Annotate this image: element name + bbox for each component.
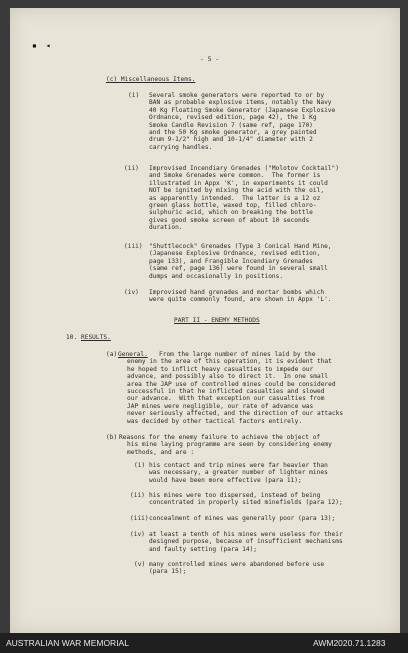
- reason-line: concentrated in properly sited minefields (para 12);: [149, 499, 343, 507]
- para-a-line: JAP mines were negligible, our rate of advance was: [127, 402, 314, 410]
- reason-line: and faulty setting (para 14);: [149, 545, 258, 553]
- hole-punch-marks: ▪ ◂: [32, 41, 53, 50]
- para-a-line: never seriously affected, and the direction of our attacks: [127, 410, 344, 418]
- part-heading: [174, 317, 260, 324]
- item-line: gives good smoke screen of about 10 seconds: [149, 216, 310, 224]
- para-a-title-text: General.: [118, 351, 148, 358]
- reason-line: designed purpose, because of insufficient mechanisms: [149, 538, 343, 546]
- reason-line: many controlled mines were abandoned before use: [149, 561, 325, 568]
- item-line: were quite commonly found, are shown in Appx 'L'.: [149, 296, 332, 304]
- item-line: (same ref, page 136) were found in several small: [149, 265, 328, 273]
- reason-number: (iv): [130, 531, 145, 538]
- para-a-line: was decided by other tactical factors entirely.: [127, 417, 303, 425]
- para-a-line: From the large number of mines laid by the: [159, 351, 316, 358]
- page-number: - 5 -: [200, 55, 220, 63]
- reason-number: (i): [134, 462, 146, 469]
- reason-line: his mines were too dispersed, instead of being: [149, 492, 321, 499]
- para-b-line: methods, and are :: [127, 448, 195, 456]
- item-line: drum 9-1/2" high and 10-1/4" diameter with 2: [149, 136, 313, 144]
- para-a-line: our advance. With that exception our casualties from: [127, 395, 325, 403]
- item-line: page 133), and Frangible Incendiary Grenades: [149, 257, 313, 265]
- item-line: Ordnance, revised edition, page 42), the 1 Kg: [149, 114, 317, 122]
- reason-line: at least a tenth of his mines were useless for their: [149, 531, 343, 538]
- section-c-heading-text: (c) Miscellaneous Items.: [106, 76, 196, 83]
- item-line: Improvised Incendiary Grenades ("Molotov Cocktail"): [149, 165, 339, 172]
- item-line: green glass bottle, waxed top, filled chloro-: [149, 202, 317, 209]
- item-line: carrying handles.: [149, 143, 213, 151]
- item-line: NOT be ignited by mixing the acid with the oil,: [149, 187, 325, 195]
- reason-number: (iii): [130, 515, 149, 522]
- item-line: and Smoke Grenades were common. The former is: [149, 172, 321, 180]
- item-line: duration.: [149, 224, 183, 232]
- para-a-line: advance, and possibly also to direct it. In one small: [127, 373, 329, 381]
- item-line: sulphuric acid, which on breaking the bottle: [149, 209, 313, 217]
- item-line: BAN as probable explosive items, notably the Navy: [149, 99, 332, 107]
- para-a-line: he hoped to inflict heavy casualties to impede our: [127, 365, 314, 373]
- para-a-line: successful in that he inflicted casualties and slowed: [127, 388, 325, 395]
- item-line: Several smoke generators were reported to or by: [149, 92, 325, 99]
- para-b-line: Reasons for the enemy failure to achieve the object of: [119, 434, 321, 441]
- reason-line: would have been more effective (para 11);: [149, 476, 302, 484]
- para-b-label: (b): [106, 434, 118, 441]
- reason-number: (v): [134, 561, 146, 568]
- reason-number: (ii): [130, 492, 145, 499]
- item-line: "Shuttlecock" Grenades (Type 3 Conical Hand Mine,: [149, 243, 332, 250]
- reason-line: (para 15);: [149, 568, 187, 576]
- reason-line: his contact and trip mines were far heavier than: [149, 462, 328, 469]
- section-c-heading: [106, 76, 195, 83]
- part-heading-text: PART II - ENEMY METHODS: [174, 317, 260, 324]
- para-a-label: (a): [106, 351, 118, 358]
- footer-institution: AUSTRALIAN WAR MEMORIAL: [6, 638, 129, 648]
- item-number: (i): [128, 92, 140, 99]
- item-line: Smoke Candle Revision 7 (same ref, page 170): [149, 121, 313, 129]
- section-title: [81, 334, 111, 341]
- item-number: (iii): [124, 243, 143, 250]
- para-a-line: area the JAP use of controlled mines could be considered: [127, 380, 336, 388]
- para-b-line: his mine laying programme are seen by considering enemy: [127, 441, 332, 449]
- document-page: [10, 8, 400, 633]
- archive-footer: [0, 633, 408, 653]
- item-line: and the 50 Kg smoke generator, a grey painted: [149, 129, 317, 136]
- section-title-text: RESULTS.: [81, 334, 111, 341]
- item-line: Improvised hand grenades and mortar bombs which: [149, 289, 325, 296]
- item-number: (iv): [124, 289, 139, 296]
- item-line: dumps and occasionally in positions.: [149, 272, 284, 280]
- item-line: illustrated in Appx 'K', in experiments it could: [149, 179, 328, 187]
- section-number: 10.: [66, 334, 78, 341]
- item-line: 40 Kg Floating Smoke Generator (Japanese Explosive: [149, 106, 336, 114]
- item-number: (ii): [124, 165, 139, 172]
- reason-line: concealment of mines was generally poor (para 13);: [149, 515, 336, 522]
- para-a-line: enemy in the area of this operation, it is evident that: [127, 358, 332, 366]
- item-line: as apparently intended. The latter is a 12 oz: [149, 194, 321, 202]
- footer-accession: AWM2020.71.1283: [313, 638, 386, 648]
- para-a-title: [118, 351, 148, 358]
- reason-line: was necessary, a greater number of lighter mines: [149, 469, 328, 477]
- item-line: (Japanese Explosive Ordnance, revised edition,: [149, 250, 321, 258]
